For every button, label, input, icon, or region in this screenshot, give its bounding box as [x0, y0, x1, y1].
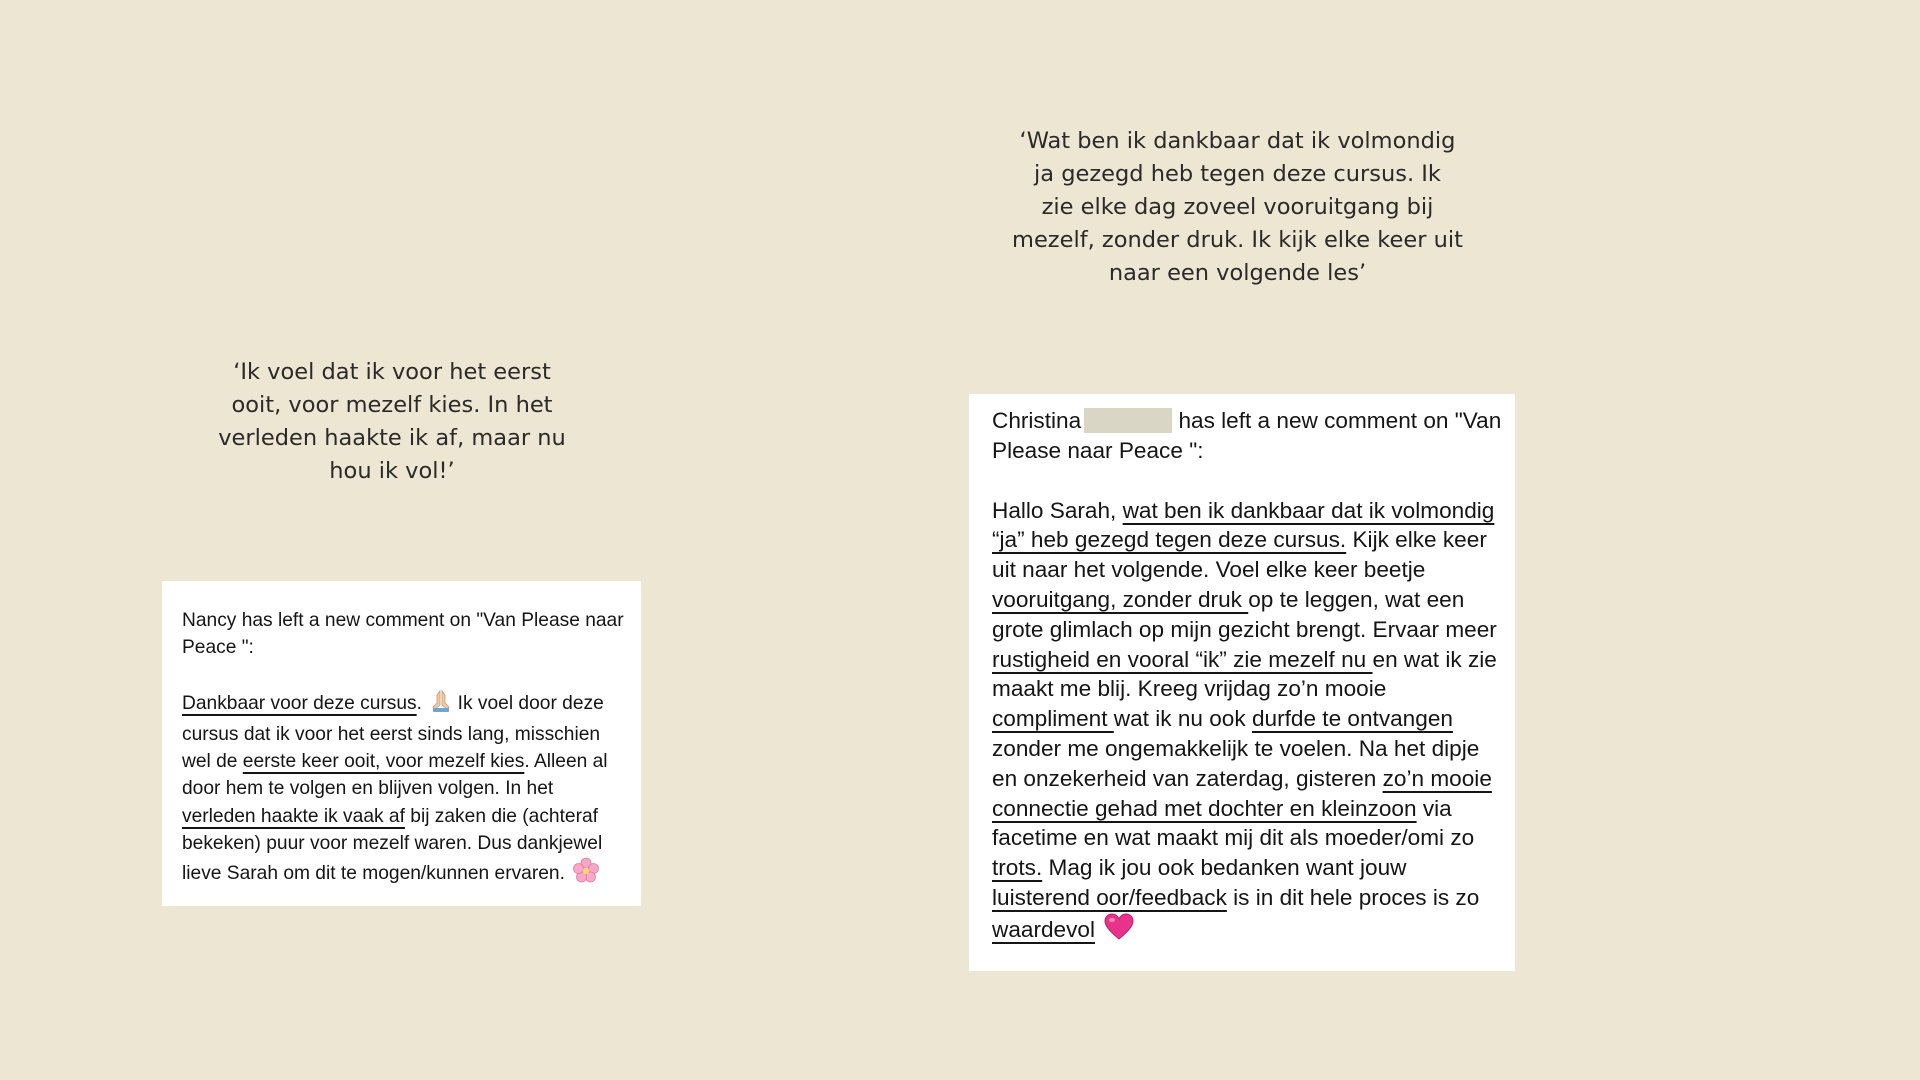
- comment-text-segment: vooruitgang, zonder druk: [992, 586, 1249, 612]
- comment-body: [992, 496, 1507, 949]
- comment-text-segment: verleden haakte ik vaak af: [182, 805, 405, 827]
- comment-text-segment: eerste keer ooit, voor mezelf kies: [242, 751, 525, 773]
- comment-text-segment: zonder me ongemakkelijk te voelen. Na het dipje en onzekerheid van zaterdag, gisteren: [992, 735, 1480, 791]
- comment-text-segment: bij zaken die (achteraf bekeken) puur voor mezelf waren. Dus dankjewel lieve Sarah om dit te mogen/kunnen ervaren.: [182, 805, 603, 885]
- heart-emoji-icon: [1104, 913, 1134, 949]
- comment-text-segment: durfde te ontvangen: [1251, 706, 1453, 732]
- comment-text-segment: Kijk elke keer uit naar het volgende. Voel elke keer beetje: [992, 527, 1487, 583]
- comment-body: [182, 689, 627, 892]
- comment-text-segment: Ik voel door deze cursus dat ik voor het eerst sinds lang, misschien wel de: [182, 692, 604, 773]
- commenter-name: Christina: [992, 408, 1082, 433]
- comment-text-segment: rustigheid en vooral “ik” zie mezelf nu: [992, 646, 1373, 672]
- folded-hands-emoji-icon: [430, 689, 452, 721]
- comment-text-segment: via facetime en wat maakt mij dit als moeder/omi zo: [992, 795, 1475, 851]
- comment-text-segment: op te leggen, wat een grote glimlach op mijn gezicht brengt. Ervaar meer: [992, 586, 1497, 642]
- comment-text-segment: . Alleen al door hem te volgen en blijven volgen. In het: [182, 751, 608, 800]
- comment-text-segment: compliment: [992, 706, 1114, 732]
- comment-text-segment: is in dit hele proces is zo: [1226, 884, 1480, 910]
- comment-text-segment: .: [416, 692, 428, 714]
- cherry-blossom-emoji-icon: [573, 857, 599, 891]
- comment-card-nancy: [162, 581, 641, 906]
- comment-text-segment: wat ik nu ook: [1113, 706, 1252, 732]
- comment-text-segment: trots.: [992, 855, 1043, 881]
- comment-text-segment: Dankbaar voor deze cursus: [182, 692, 417, 714]
- comment-header: [992, 406, 1507, 466]
- comment-text-segment: zo’n mooie connectie gehad met dochter en kleinzoon: [992, 765, 1492, 821]
- comment-text-segment: luisterend oor/feedback: [992, 884, 1227, 910]
- comment-text-segment: Hallo Sarah,: [992, 497, 1123, 523]
- comment-header: Nancy has left a new comment on "Van Please naar Peace ":: [182, 610, 624, 659]
- testimonial-quote-right: ‘Wat ben ik dankbaar dat ik volmondig ja gezegd heb tegen deze cursus. Ik zie elke dag zoveel vooruitgang bij mezelf, zonder druk. Ik kijk elke keer uit naar een volgende les’: [1012, 128, 1463, 286]
- redacted-surname-block: [1084, 408, 1172, 433]
- testimonial-quote-left: ‘Ik voel dat ik voor het eerst ooit, voor mezelf kies. In het verleden haakte ik af, maar nu hou ik vol!’: [218, 359, 566, 484]
- comment-text-segment: waardevol: [992, 916, 1095, 942]
- comment-text-segment: en wat ik zie maakt me blij. Kreeg vrijdag zo’n mooie: [992, 646, 1497, 702]
- comment-text-segment: [1095, 917, 1101, 942]
- comment-text-segment: wat ben ik dankbaar dat ik volmondig “ja” heb gezegd tegen deze cursus.: [992, 497, 1495, 553]
- comment-text-segment: Mag ik jou ook bedanken want jouw: [1042, 855, 1407, 881]
- comment-card-christina: [969, 394, 1515, 971]
- comment-header-text: has left a new comment on "Van Please naar Peace ":: [992, 408, 1502, 463]
